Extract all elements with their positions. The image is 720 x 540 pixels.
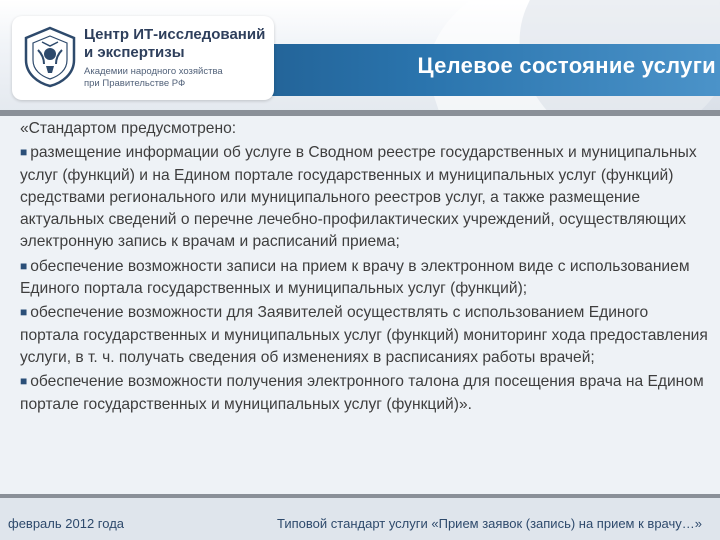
emblem-icon <box>24 26 76 88</box>
square-bullet-icon: ■ <box>20 145 28 160</box>
slide-title: Целевое состояние услуги <box>417 53 716 78</box>
bullet-item <box>20 370 710 416</box>
header-divider <box>0 110 720 116</box>
footer-caption: Типовой стандарт услуги «Прием заявок (запись) на прием к врачу…» <box>277 516 702 531</box>
square-bullet-icon: ■ <box>20 305 28 320</box>
organization-logo <box>12 16 274 100</box>
bullet-text: размещение информации об услуге в Сводном реестре государственных и муниципальных услуг (функций) и на Едином портале государственных и муниципальных услуг (функций) средствами регионального или муниципального реестров услуг, а также размещение актуальных сведений о перечне лечебно-профилактических учреждений, осуществляющих электронную запись к врачам и расписаний приема; <box>20 144 697 251</box>
bullet-text: обеспечение возможности получения электронного талона для посещения врача на Едином портале государственных и муниципальных услуг (функций)». <box>20 373 704 413</box>
logo-name-line: Центр ИТ-исследований <box>84 26 266 43</box>
slide-body <box>20 118 710 417</box>
intro-text: «Стандартом предусмотрено: <box>20 120 237 137</box>
square-bullet-icon: ■ <box>20 258 28 273</box>
logo-subtitle-line: Академии народного хозяйства <box>84 66 223 77</box>
bullet-item <box>20 301 710 369</box>
bullet-item <box>20 255 710 301</box>
bullet-item <box>20 141 710 253</box>
footer-date: февраль 2012 года <box>8 516 125 531</box>
bullet-text: обеспечение возможности записи на прием к врачу в электронном виде с использованием Единого портала государственных и муниципальных услуг (функций); <box>20 257 690 298</box>
logo-name-line: и экспертизы <box>84 44 185 61</box>
logo-subtitle-line: при Правительстве РФ <box>84 78 186 89</box>
square-bullet-icon: ■ <box>20 374 28 389</box>
bullet-text: обеспечение возможности для Заявителей осуществлять с использованием Единого портала государственных и муниципальных услуг (функций) мониторинг хода предоставления услуги, в т. ч. получать сведения об изменениях в расписаниях работы врачей; <box>20 304 708 366</box>
